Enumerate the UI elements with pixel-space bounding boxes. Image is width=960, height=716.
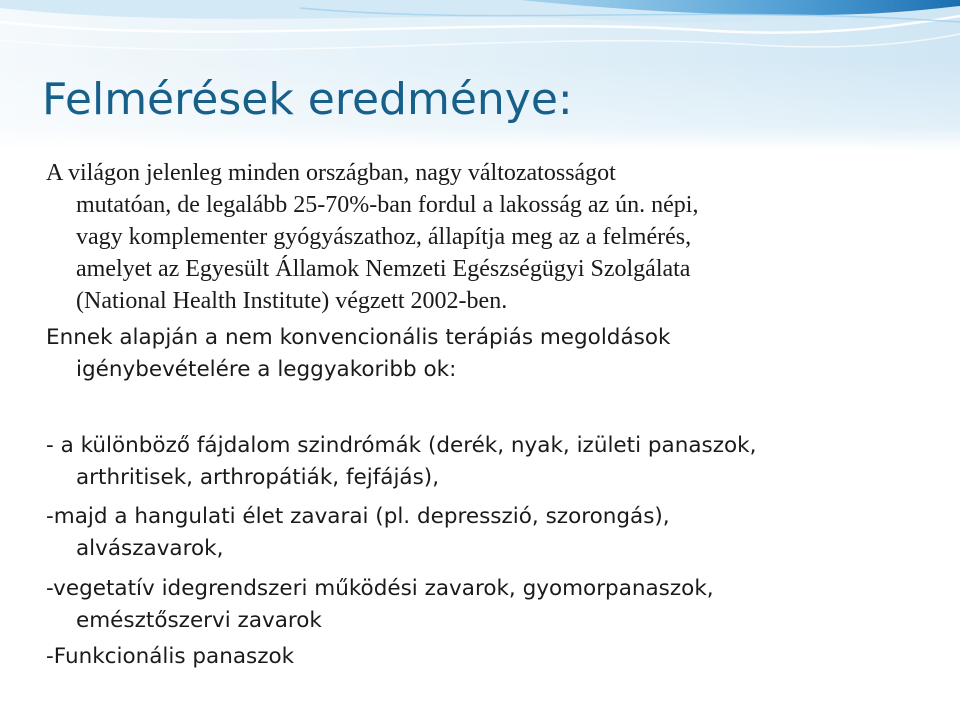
reason-functional-complaints: -Funkcionális panaszok [46, 644, 295, 669]
reason-mood-disorders: -majd a hangulati élet zavarai (pl. depresszió, szorongás), alvászavarok, [46, 504, 670, 561]
reason-pain-syndromes: - a különböző fájdalom szindrómák (derék, nyak, izületi panaszok, arthritisek, arthropátiák, fejfájás), [46, 433, 757, 490]
slide-title: Felmérések eredménye: [42, 74, 573, 125]
intro-paragraph: A világon jelenleg minden országban, nagy változatosságot mutatóan, de legalább 25-70%-ban fordul a lakosság az ún. népi, vagy komplementer gyógyászathoz, állapítja meg az a felmérés, amelyet az Egyesült Államok Nemzeti Egészségügyi Szolgálata (National Health Institute) végzett 2002-ben. [46, 160, 699, 314]
reason-vegetative-disorders: -vegetatív idegrendszeri működési zavarok, gyomorpanaszok, emésztőszervi zavarok [46, 576, 714, 633]
reasons-intro-paragraph: Ennek alapján a nem konvencionális terápiás megoldások igénybevételére a leggyakoribb ok: [46, 325, 671, 382]
